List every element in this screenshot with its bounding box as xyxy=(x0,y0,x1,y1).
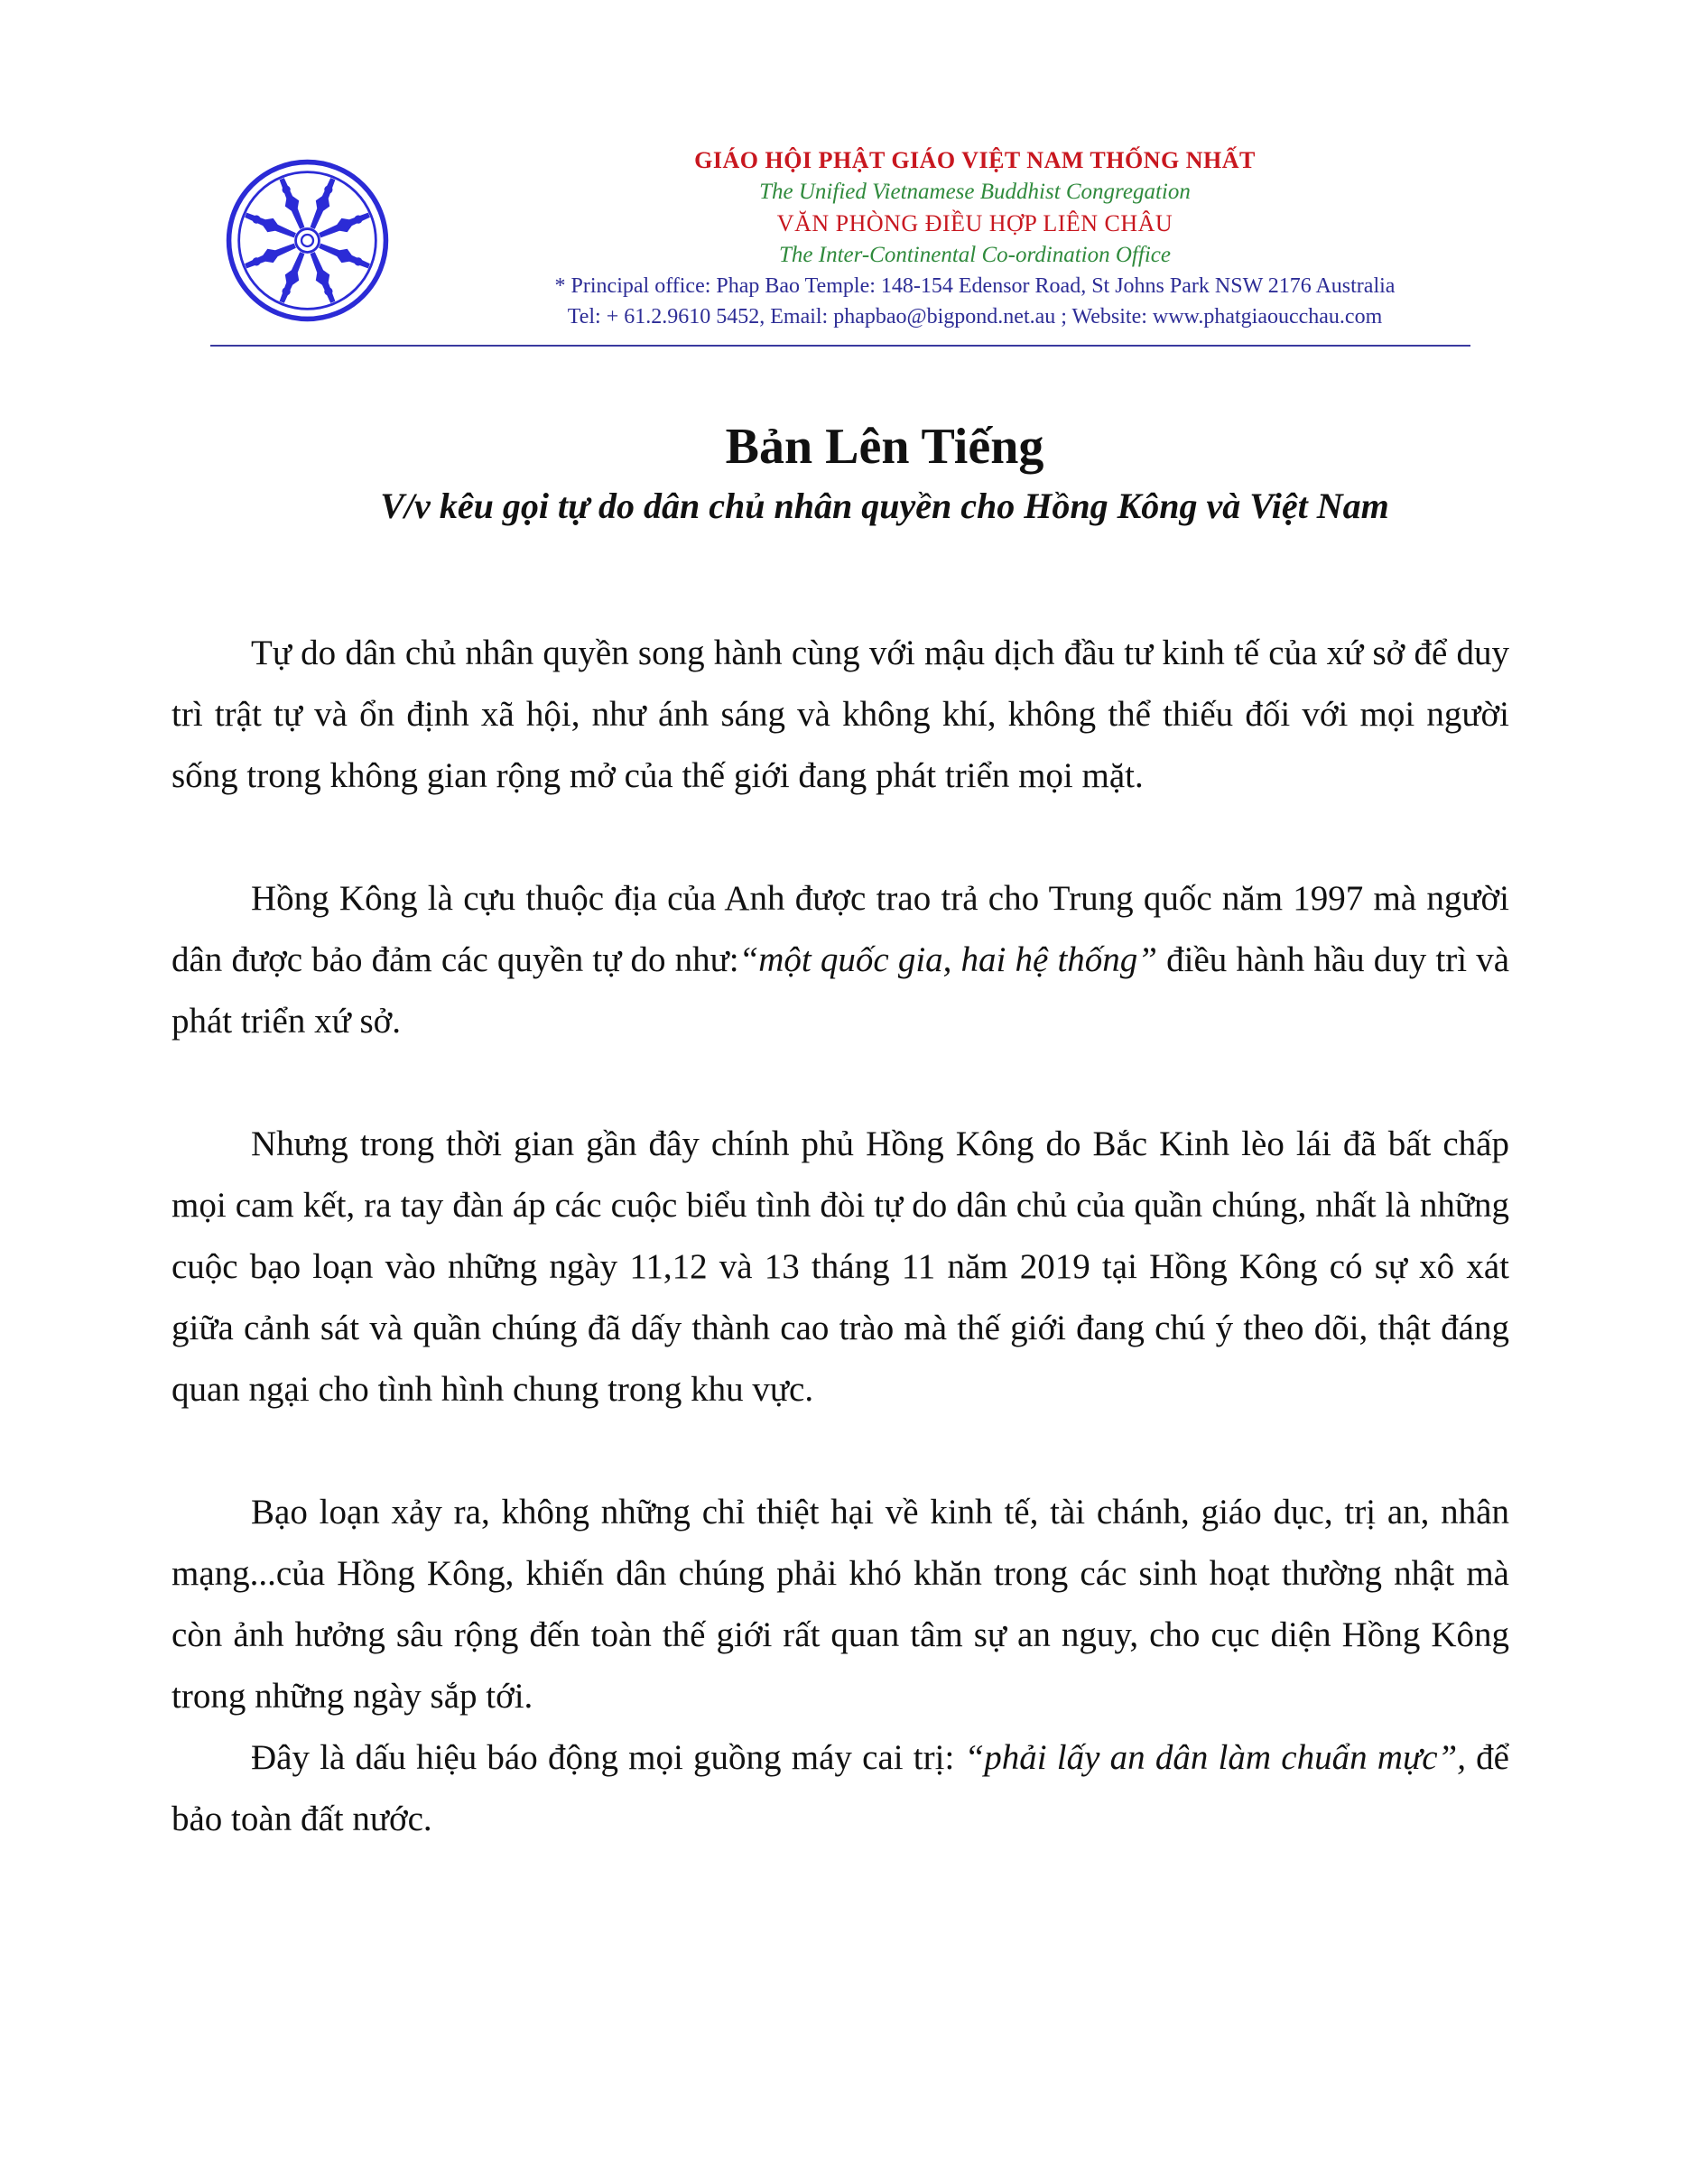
document-title: Bản Lên Tiếng xyxy=(725,419,1044,475)
letterhead-divider xyxy=(210,345,1470,347)
office-name-english: The Inter-Continental Co-ordination Office xyxy=(779,243,1171,267)
wheel-spoke xyxy=(305,250,339,305)
paragraph-2-text: Hồng Kông là cựu thuộc địa của Anh được trao trả cho Trung quốc năm 1997 mà người dân được bảo đảm các quyền tự do như: xyxy=(172,879,1509,979)
paragraph-5 xyxy=(172,1727,1509,1850)
paragraph-2-text-end: điều hành hầu duy trì và phát triển xứ sở. xyxy=(172,940,1509,1041)
document-subtitle: V/v kêu gọi tự do dân chủ nhân quyền cho Hồng Kông và Việt Nam xyxy=(380,486,1389,526)
dharma-wheel-icon xyxy=(224,157,391,324)
wheel-spoke xyxy=(243,238,298,273)
org-name-vietnamese: GIÁO HỘI PHẬT GIÁO VIỆT NAM THỐNG NHẤT xyxy=(694,147,1256,173)
wheel-spoke xyxy=(274,250,309,305)
paragraph-5-text-end: để bảo toàn đất nước. xyxy=(172,1738,1509,1838)
wheel-spoke xyxy=(317,208,372,242)
paragraph-2 xyxy=(172,868,1509,1052)
document-body xyxy=(172,623,1509,1850)
paragraph-4: Bạo loạn xảy ra, không những chỉ thiệt hại về kinh tế, tài chánh, giáo dục, trị an, nhân mạng...của Hồng Kông, khiến dân chúng phải khó khăn trong các sinh hoạt thường nhật mà còn ảnh hưởng sâu rộng đến toàn thế giới rất quan tâm sự an nguy, cho cục diện Hồng Kông trong những ngày sắp tới. xyxy=(172,1493,1509,1716)
wheel-spoke xyxy=(274,176,309,231)
paragraph-3: Nhưng trong thời gian gần đây chính phủ Hồng Kông do Bắc Kinh lèo lái đã bất chấp mọi cam kết, ra tay đàn áp các cuộc biểu tình đòi tự do dân chủ của quần chúng, nhất là những cuộc bạo loạn vào những ngày 11,12 và 13 tháng 11 năm 2019 tại Hồng Kông có sự xô xát giữa cảnh sát và quần chúng đã dấy thành cao trào mà thế giới đang chú ý theo dõi, thật đáng quan ngại cho tình hình chung trong khu vực. xyxy=(172,1124,1509,1409)
paragraph-1: Tự do dân chủ nhân quyền song hành cùng với mậu dịch đầu tư kinh tế của xứ sở để duy trì trật tự và ổn định xã hội, như ánh sáng và không khí, không thể thiếu đối với mọi người sống trong không gian rộng mở của thế giới đang phát triển mọi mặt. xyxy=(172,634,1509,795)
org-name-english: The Unified Vietnamese Buddhist Congregation xyxy=(759,180,1191,204)
paragraph-5-text: Đây là dấu hiệu báo động mọi guồng máy cai trị: xyxy=(251,1738,965,1777)
wheel-spoke xyxy=(243,208,298,242)
letterhead xyxy=(451,144,1498,332)
wheel-spoke xyxy=(305,176,339,231)
paragraph-2-quote: “một quốc gia, hai hệ thống” xyxy=(738,940,1157,979)
paragraph-5-quote: “phải lấy an dân làm chuẩn mực”, xyxy=(964,1738,1466,1777)
office-name-vietnamese: VĂN PHÒNG ĐIỀU HỢP LIÊN CHÂU xyxy=(776,210,1173,236)
office-contact: Tel: + 61.2.9610 5452, Email: phapbao@bigpond.net.au ; Website: www.phatgiaoucchau.com xyxy=(567,305,1383,329)
office-address: * Principal office: Phap Bao Temple: 148-154 Edensor Road, St Johns Park NSW 2176 Australia xyxy=(554,274,1396,298)
wheel-spoke xyxy=(317,238,372,273)
